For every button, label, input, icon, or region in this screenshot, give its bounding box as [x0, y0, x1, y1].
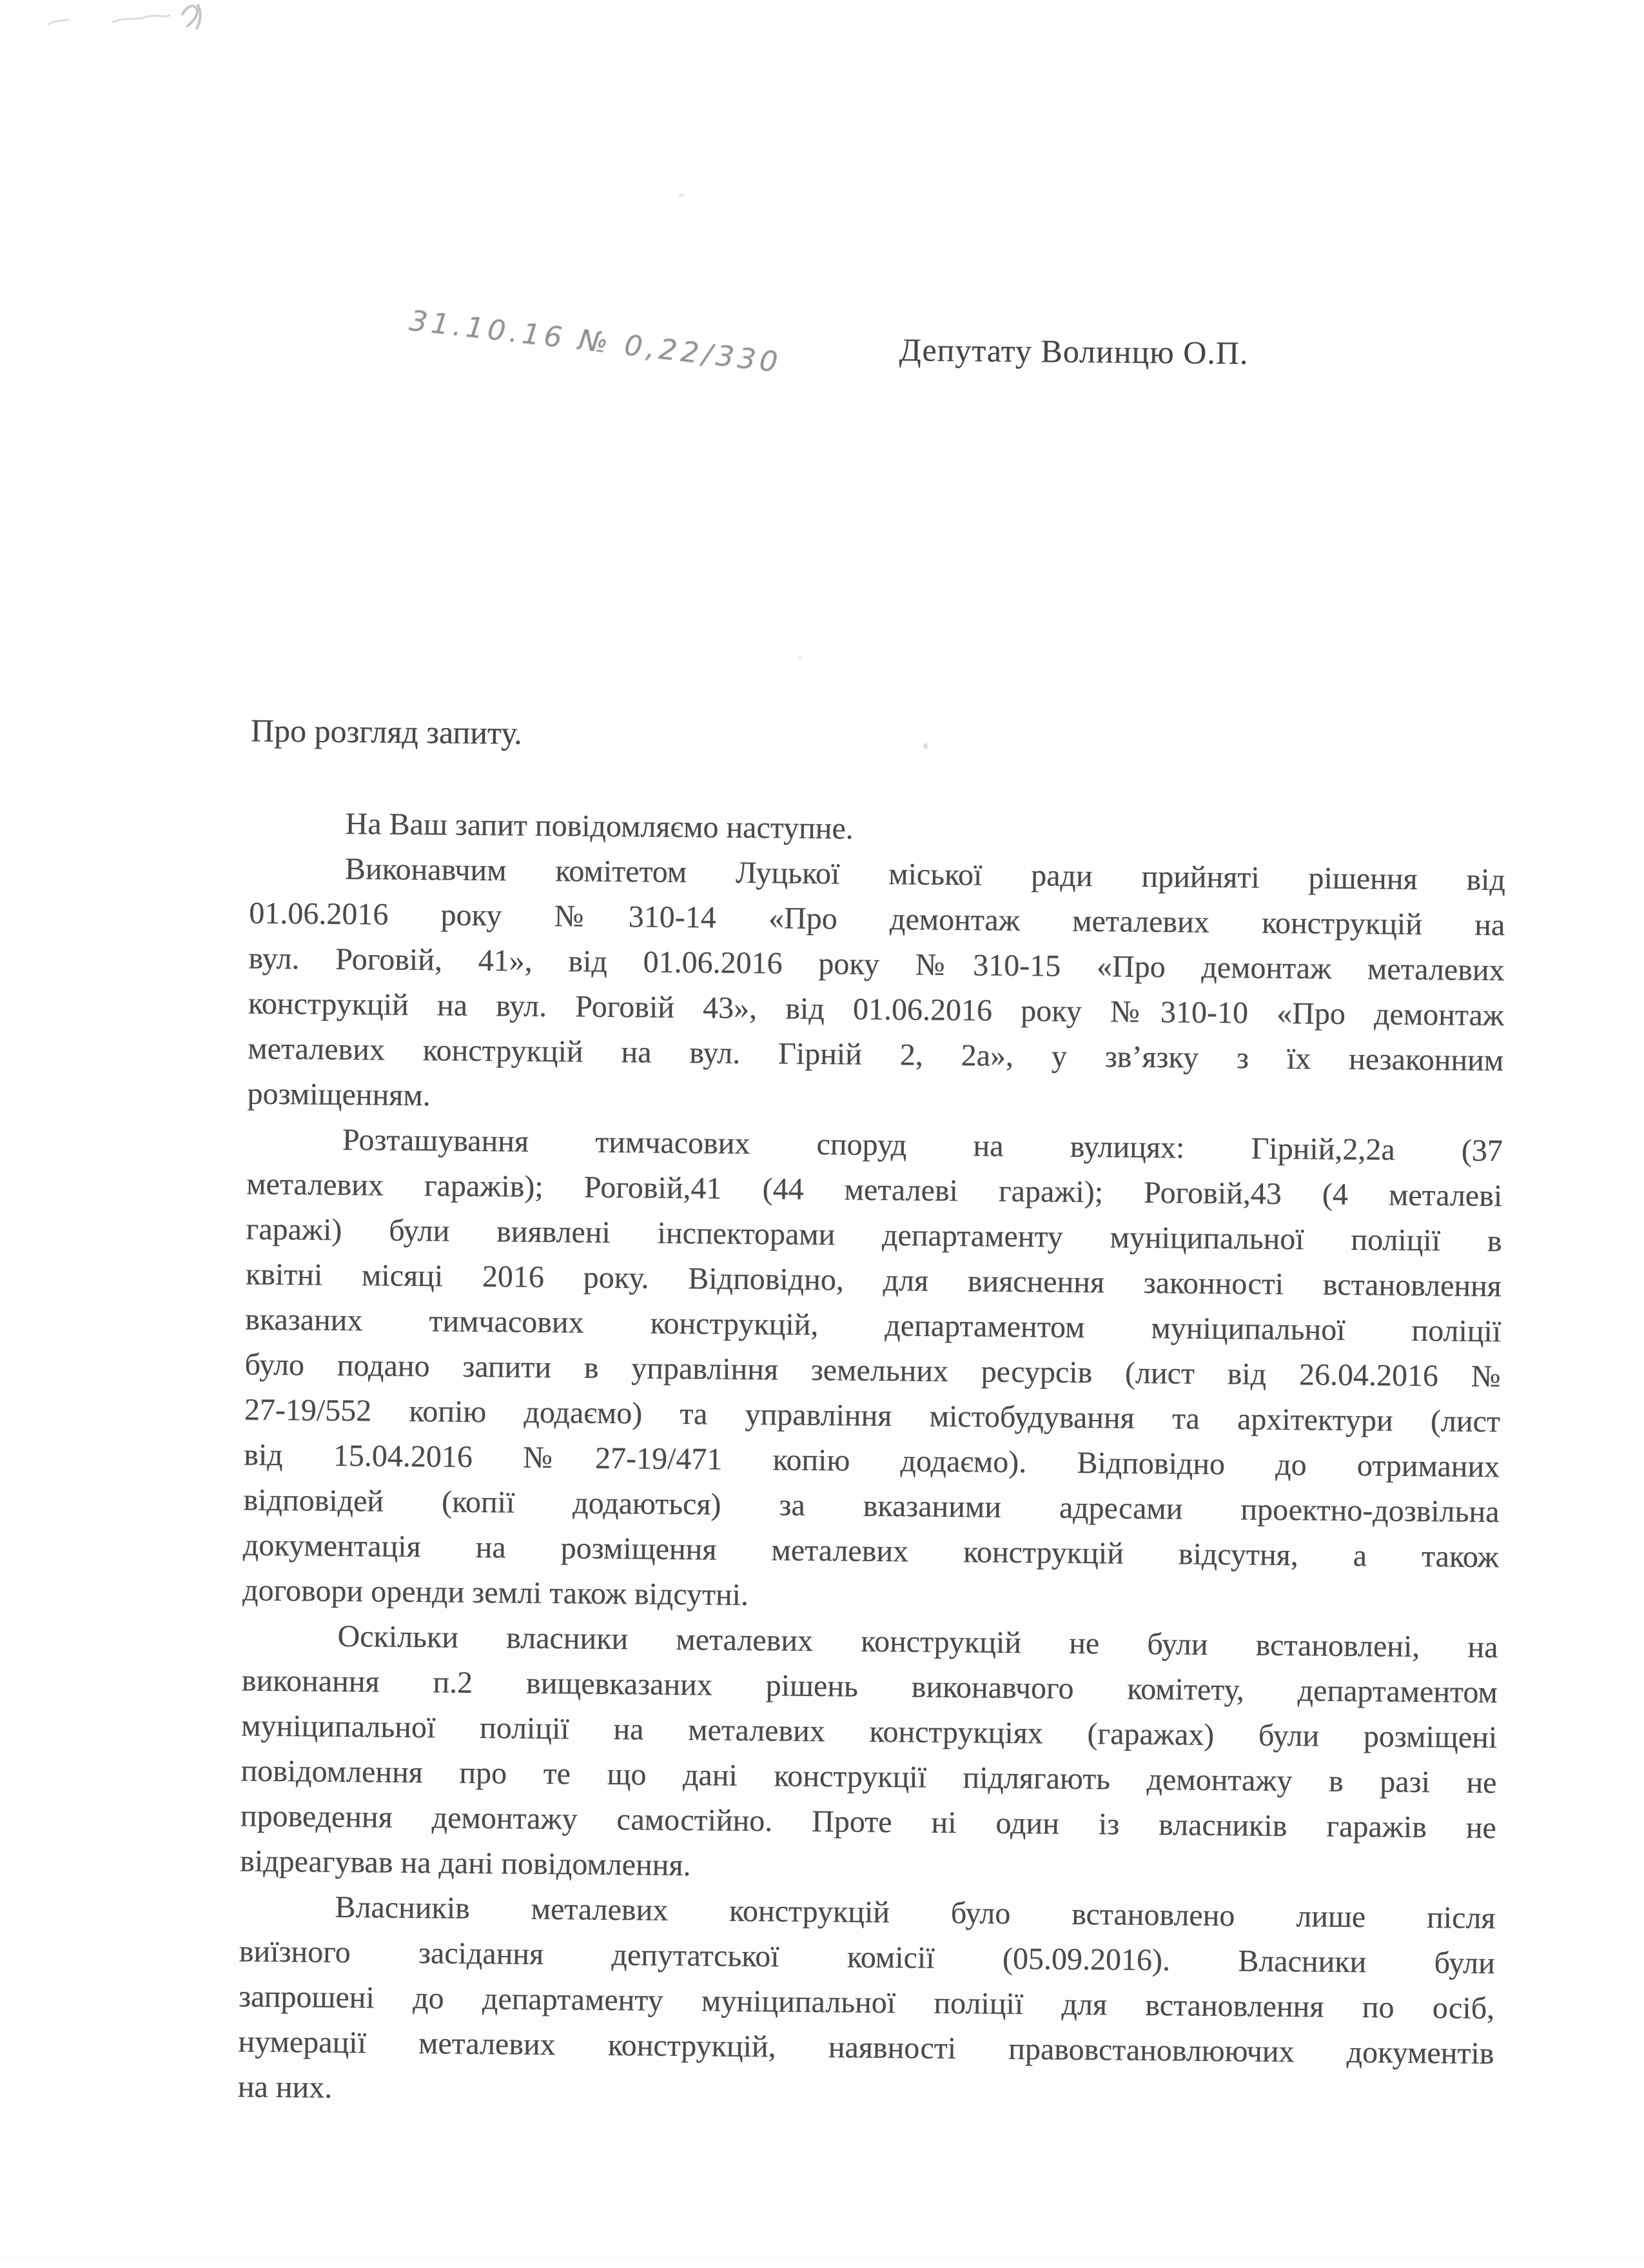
text-line: металевих конструкцій на вул. Гірній 2, 2а», у зв’язку з їх незаконним [248, 1031, 1504, 1078]
recipient-line: Депутату Волинцю О.П. [899, 331, 1249, 371]
text-line: виконання п.2 вищевказаних рішень виконавчого комітету, департаментом [241, 1663, 1498, 1710]
subject-line: Про розгляд запиту. [250, 712, 523, 751]
paragraph [247, 846, 1505, 1129]
paragraph [240, 1613, 1498, 1896]
handwritten-registration-note: 31.10.16 № 0,22/330 [407, 304, 783, 380]
text-line: 01.06.2016 року №310-14 «Про демонтаж металевих конструкцій на [249, 896, 1505, 943]
text-line: Виконавчим комітетом Луцької міської ради прийняті рішення від [344, 851, 1506, 898]
text-line: металевих гаражів); Роговій,41 (44 металеві гаражі); Роговій,43 (4 металеві [246, 1167, 1503, 1214]
text-line: розміщенням. [247, 1076, 431, 1113]
text-line: 27-19/552 копію додаємо) та управління містобудування та архітектури (лист [244, 1392, 1501, 1439]
text-line: гаражі) були виявлені інспекторами департаменту муніципальної поліції в [246, 1212, 1502, 1259]
text-line: на них. [237, 2069, 333, 2105]
paragraph [238, 1884, 1496, 2122]
text-line: запрошені до департаменту муніципальної поліції для встановлення по осіб, [238, 1979, 1495, 2026]
text-line: Оскільки власники металевих конструкцій не були встановлені, на [337, 1619, 1498, 1665]
text-line: повідомлення про те що дані конструкції підлягають демонтажу в разі не [240, 1753, 1497, 1800]
text-line: квітні місяці 2016 року. Відповідно, для вияснення законності встановлення [245, 1257, 1502, 1304]
text-line: конструкцій на вул. Роговій 43», від 01.06.2016 року №310-10 «Про демонтаж [248, 986, 1505, 1033]
text-line: документація на розміщення металевих конструкцій відсутня, а також [242, 1528, 1500, 1575]
text-line: нумерації металевих конструкцій, наявності правовстановлюючих документів [238, 2024, 1494, 2071]
text-line: муніципальної поліції на металевих конструкціях (гаражах) були розміщені [241, 1708, 1498, 1755]
text-line: було подано запити в управління земельних ресурсів (лист від 26.04.2016 № [244, 1347, 1501, 1394]
text-line: виїзного засідання депутатської комісії (05.09.2016). Власники були [239, 1934, 1496, 1981]
letter-body [238, 801, 1506, 2122]
text-line: На Ваш запит повідомляємо наступне. [345, 806, 854, 846]
paragraph [242, 1117, 1503, 1626]
text-line: вул. Роговій, 41», від 01.06.2016 року №310-15 «Про демонтаж металевих [248, 941, 1505, 988]
text-line: вказаних тимчасових конструкцій, департаментом муніципальної поліції [245, 1302, 1502, 1349]
text-line: договори оренди землі також відсутні. [242, 1573, 749, 1613]
text-line: проведення демонтажу самостійно. Проте ні один із власників гаражів не [240, 1799, 1497, 1846]
text-line: Розташування тимчасових споруд на вулицях: Гірній,2,2а (37 [342, 1122, 1503, 1169]
text-line: відреагував на дані повідомлення. [240, 1844, 691, 1883]
text-line: Власників металевих конструкцій було встановлено лише після [335, 1889, 1496, 1936]
text-line: відповідей (копії додаються) за вказаними адресами проектно-дозвільна [243, 1483, 1500, 1530]
text-line: від 15.04.2016 №27-19/471 копію додаємо). Відповідно до отриманих [244, 1437, 1500, 1484]
